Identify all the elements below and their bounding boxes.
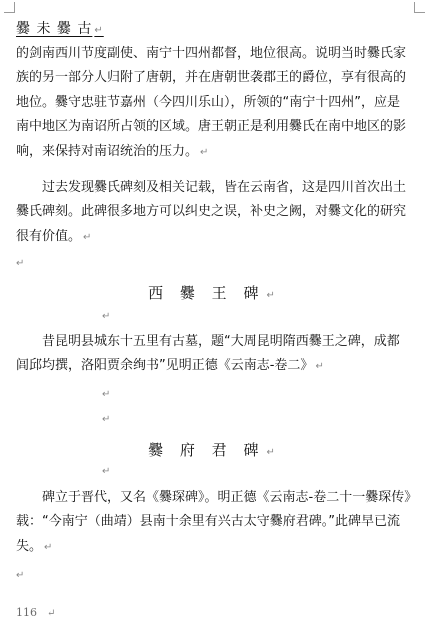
- paragraph-mark: ↵: [200, 146, 209, 158]
- paragraph-4: [16, 486, 412, 560]
- paragraph-mark: ↵: [266, 447, 281, 458]
- paragraph-1-text: 的剑南西川节度副使、南宁十四州都督，地位很高。说明当时爨氏家族的另一部分人归附了唐朝，并在唐朝世袭郡王的爵位，享有很高的地位。爨守忠驻节嘉州（今四川乐山），所领的“南宁十四州”，应是南中地区为南诏所占领的区域。唐王朝正是利用爨氏在南中地区的影响，来保持对南诏统治的压力。: [16, 46, 407, 159]
- paragraph-mark: ↵: [266, 290, 281, 301]
- empty-paragraph-mark: ↵: [16, 258, 25, 269]
- page-corner-mark-right: [414, 2, 425, 13]
- paragraph-mark: ↵: [83, 231, 92, 243]
- empty-paragraph-mark: ↵: [16, 570, 25, 581]
- empty-paragraph-mark: ↵: [102, 389, 111, 400]
- page-number: [16, 606, 55, 619]
- empty-paragraph-mark: ↵: [102, 414, 111, 425]
- empty-paragraph-mark: ↵: [102, 311, 111, 322]
- paragraph-3: [16, 330, 412, 380]
- paragraph-3-text: 昔昆明县城东十五里有古墓，题“大周昆明隋西爨王之碑，成都闾邱均撰，洛阳贾余绚书”见明正德《云南志-卷二》: [16, 334, 400, 374]
- paragraph-mark: ↵: [315, 361, 324, 373]
- paragraph-mark: ↵: [47, 608, 56, 619]
- paragraph-2-text: 过去发现爨氏碑刻及相关记载，皆在云南省，这是四川首次出土爨氏碑刻。此碑很多地方可以纠史之误，补史之阙，对爨文化的研究很有价值。: [16, 180, 407, 244]
- paragraph-2: [16, 176, 412, 250]
- page-corner-mark-left: [4, 2, 15, 13]
- paragraph-mark: ↵: [94, 25, 104, 36]
- empty-paragraph-mark: ↵: [102, 466, 111, 477]
- paragraph-4-text: 碑立于晋代，又名《爨琛碑》。明正德《云南志-卷二十一爨琛传》载：“今南宁（曲靖）县南十余里有兴古太守爨府君碑。”此碑早已流失。: [16, 490, 411, 554]
- paragraph-mark: ↵: [44, 541, 53, 553]
- page-number-text: 116: [16, 606, 37, 619]
- running-head-text: 爨 未 爨 古: [16, 21, 93, 37]
- running-head: [16, 18, 104, 38]
- section-heading-text: 爨 府 君 碑: [148, 441, 265, 459]
- section-heading-cuan-fu-jun-bei: [0, 439, 429, 460]
- section-heading-text: 西 爨 王 碑: [148, 284, 265, 302]
- paragraph-1: [16, 42, 412, 165]
- section-heading-xicuan-wang-bei: [0, 282, 429, 303]
